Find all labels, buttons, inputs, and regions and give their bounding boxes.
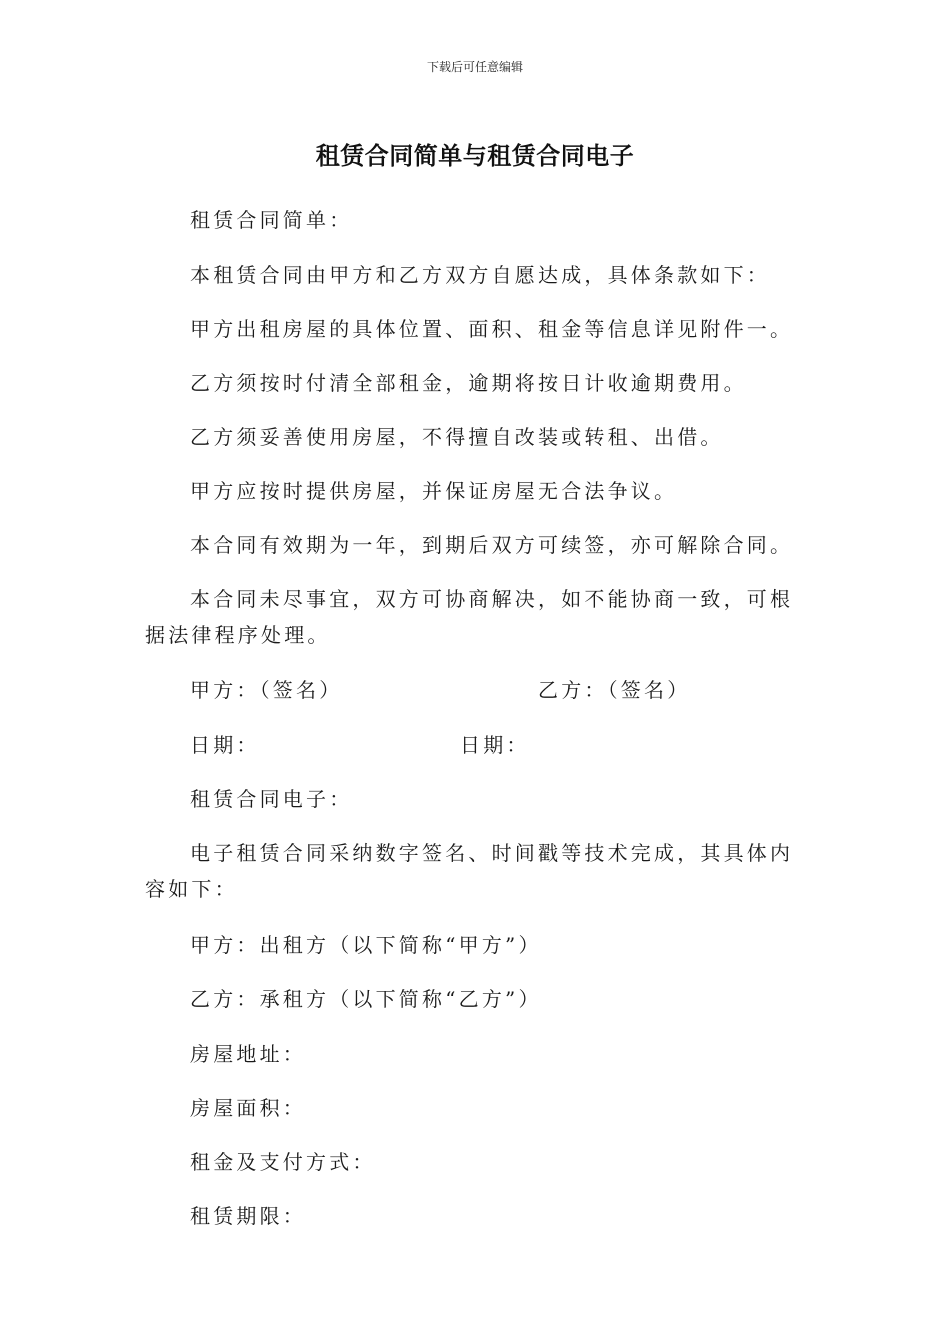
contract-intro: 本租赁合同由甲方和乙方双方自愿达成，具体条款如下： — [190, 263, 770, 287]
document-title: 租赁合同简单与租赁合同电子 — [315, 142, 635, 170]
field-house-address: 房屋地址： — [190, 1042, 306, 1066]
clause-1: 甲方出租房屋的具体位置、面积、租金等信息详见附件一。 — [190, 317, 794, 341]
electronic-intro: 电子租赁合同采纳数字签名、时间戳等技术完成，其具体内容如下： — [145, 841, 794, 901]
electronic-party-b: 乙方：承租方（以下简称“乙方”） — [190, 987, 542, 1011]
field-house-area: 房屋面积： — [190, 1096, 306, 1120]
field-rent-payment: 租金及支付方式： — [190, 1150, 376, 1174]
clause-2: 乙方须按时付清全部租金，逾期将按日计收逾期费用。 — [190, 371, 747, 395]
party-a-date: 日期： — [190, 733, 260, 757]
closing-paragraph: 本合同未尽事宜，双方可协商解决，如不能协商一致，可根据法律程序处理。 — [145, 587, 794, 647]
field-lease-term: 租赁期限： — [190, 1204, 306, 1228]
party-b-date: 日期： — [460, 733, 530, 757]
clause-3: 乙方须妥善使用房屋，不得擅自改装或转租、出借。 — [190, 425, 724, 449]
clause-5: 本合同有效期为一年，到期后双方可续签，亦可解除合同。 — [190, 533, 794, 557]
section-heading-simple: 租赁合同简单： — [190, 208, 353, 232]
party-b-signature: 乙方：（签名） — [538, 678, 691, 702]
section-heading-electronic: 租赁合同电子： — [190, 787, 353, 811]
party-a-signature: 甲方：（签名） — [190, 678, 343, 702]
clause-4: 甲方应按时提供房屋，并保证房屋无合法争议。 — [190, 479, 678, 503]
header-note: 下载后可任意编辑 — [426, 60, 523, 74]
electronic-party-a: 甲方：出租方（以下简称“甲方”） — [190, 933, 542, 957]
